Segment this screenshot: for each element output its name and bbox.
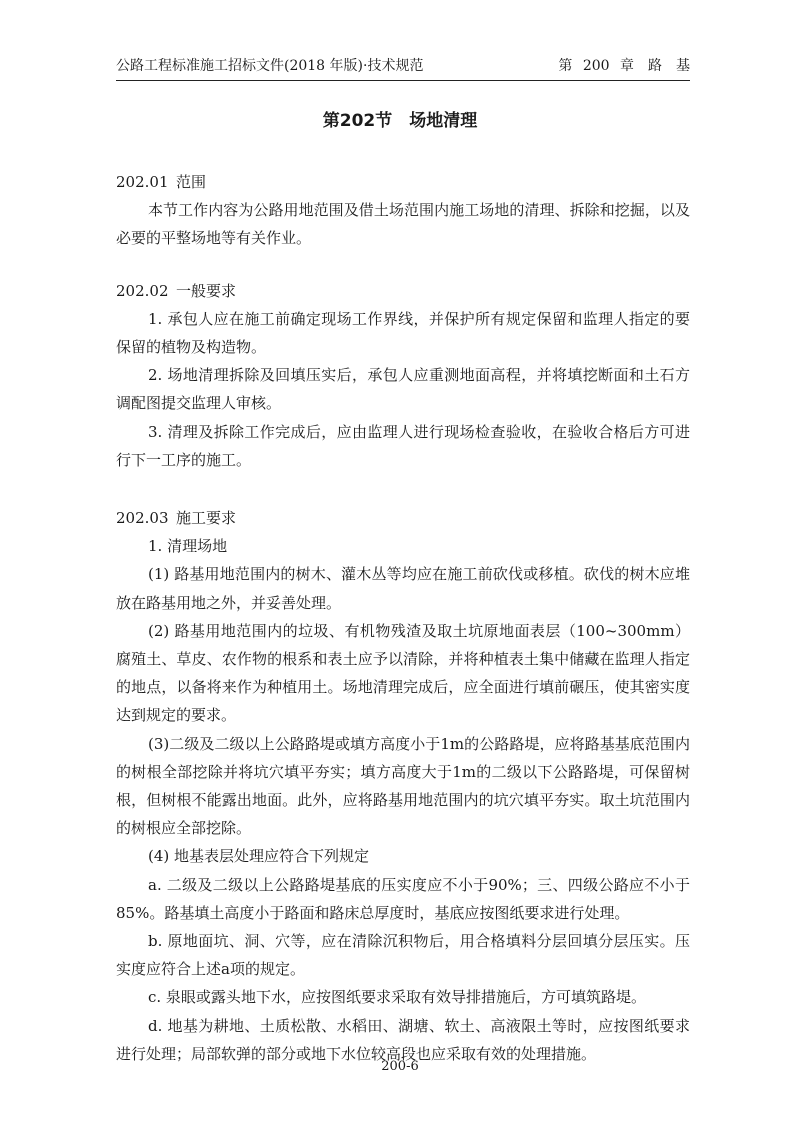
document-body bbox=[116, 168, 690, 1068]
paragraph: 1. 清理场地 bbox=[148, 537, 228, 556]
header-chapter: 第 200 章 路 基 bbox=[558, 58, 690, 74]
paragraph: d. 地基为耕地、土质松散、水稻田、湖塘、软土、高液限土等时，应按图纸要求进行处理；局部软弹的部分或地下水位较高段也应采取有效的处理措施。 bbox=[116, 1016, 690, 1063]
paragraph: 1. 承包人应在施工前确定现场工作界线，并保护所有规定保留和监理人指定的要保留的植物及构造物。 bbox=[116, 309, 690, 357]
paragraph: 本节工作内容为公路用地范围及借土场范围内施工场地的清理、拆除和挖掘，以及必要的平整场地等有关作业。 bbox=[116, 201, 690, 248]
paragraph: (4) 地基表层处理应符合下列规定 bbox=[148, 847, 370, 866]
paragraph: a. 二级及二级以上公路路堤基底的压实度应不小于90%；三、四级公路应不小于85%。路基填土高度小于路面和路床总厚度时，基底应按图纸要求进行处理。 bbox=[116, 875, 690, 922]
section-name: 一般要求 bbox=[176, 281, 237, 300]
section-number: 202.01 bbox=[116, 173, 169, 191]
section-number: 202.03 bbox=[116, 509, 169, 528]
paragraph: c. 泉眼或露头地下水，应按图纸要求采取有效导排措施后，方可填筑路堤。 bbox=[148, 988, 646, 1007]
paragraph: 2. 场地清理拆除及回填压实后，承包人应重测地面高程，并将填挖断面和土石方调配图提交监理人审核。 bbox=[116, 366, 690, 413]
paragraph: 3. 清理及拆除工作完成后，应由监理人进行现场检查验收，在验收合格后方可进行下一工序的施工。 bbox=[116, 422, 690, 469]
section-name: 范围 bbox=[176, 173, 207, 191]
section-heading-202-03 bbox=[116, 504, 690, 532]
paragraph: (3)二级及二级以上公路路堤或填方高度小于1m的公路路堤，应将路基基底范围内的树根全部挖除并将坑穴填平夯实；填方高度大于1m的二级以下公路路堤，可保留树根，但树根不能露出地面。此外，应将路基用地范围内的坑穴填平夯实。取土坑范围内的树根应全部挖除。 bbox=[116, 734, 690, 838]
page-number: 200-6 bbox=[381, 1059, 419, 1074]
paragraph: (1) 路基用地范围内的树木、灌木丛等均应在施工前砍伐或移植。砍伐的树木应堆放在路基用地之外，并妥善处理。 bbox=[116, 565, 690, 612]
section-name: 施工要求 bbox=[176, 509, 237, 528]
header-document-title: 公路工程标准施工招标文件(2018 年版)·技术规范 bbox=[116, 58, 424, 74]
section-title: 第202节 场地清理 bbox=[322, 111, 478, 131]
section-heading-202-01 bbox=[116, 168, 690, 196]
section-heading-202-02 bbox=[116, 277, 690, 305]
paragraph: (2) 路基用地范围内的垃圾、有机物残渣及取土坑原地面表层（100~300mm）腐殖土、草皮、农作物的根系和表土应予以清除，并将种植表土集中储藏在监理人指定的地点，以备将来作为种植用土。场地清理完成后，应全面进行填前碾压，使其密实度达到规定的要求。 bbox=[116, 621, 690, 725]
paragraph: b. 原地面坑、洞、穴等，应在清除沉积物后，用合格填料分层回填分层压实。压实度应符合上述a项的规定。 bbox=[116, 932, 690, 979]
section-number: 202.02 bbox=[116, 281, 169, 300]
page-header bbox=[116, 56, 690, 81]
